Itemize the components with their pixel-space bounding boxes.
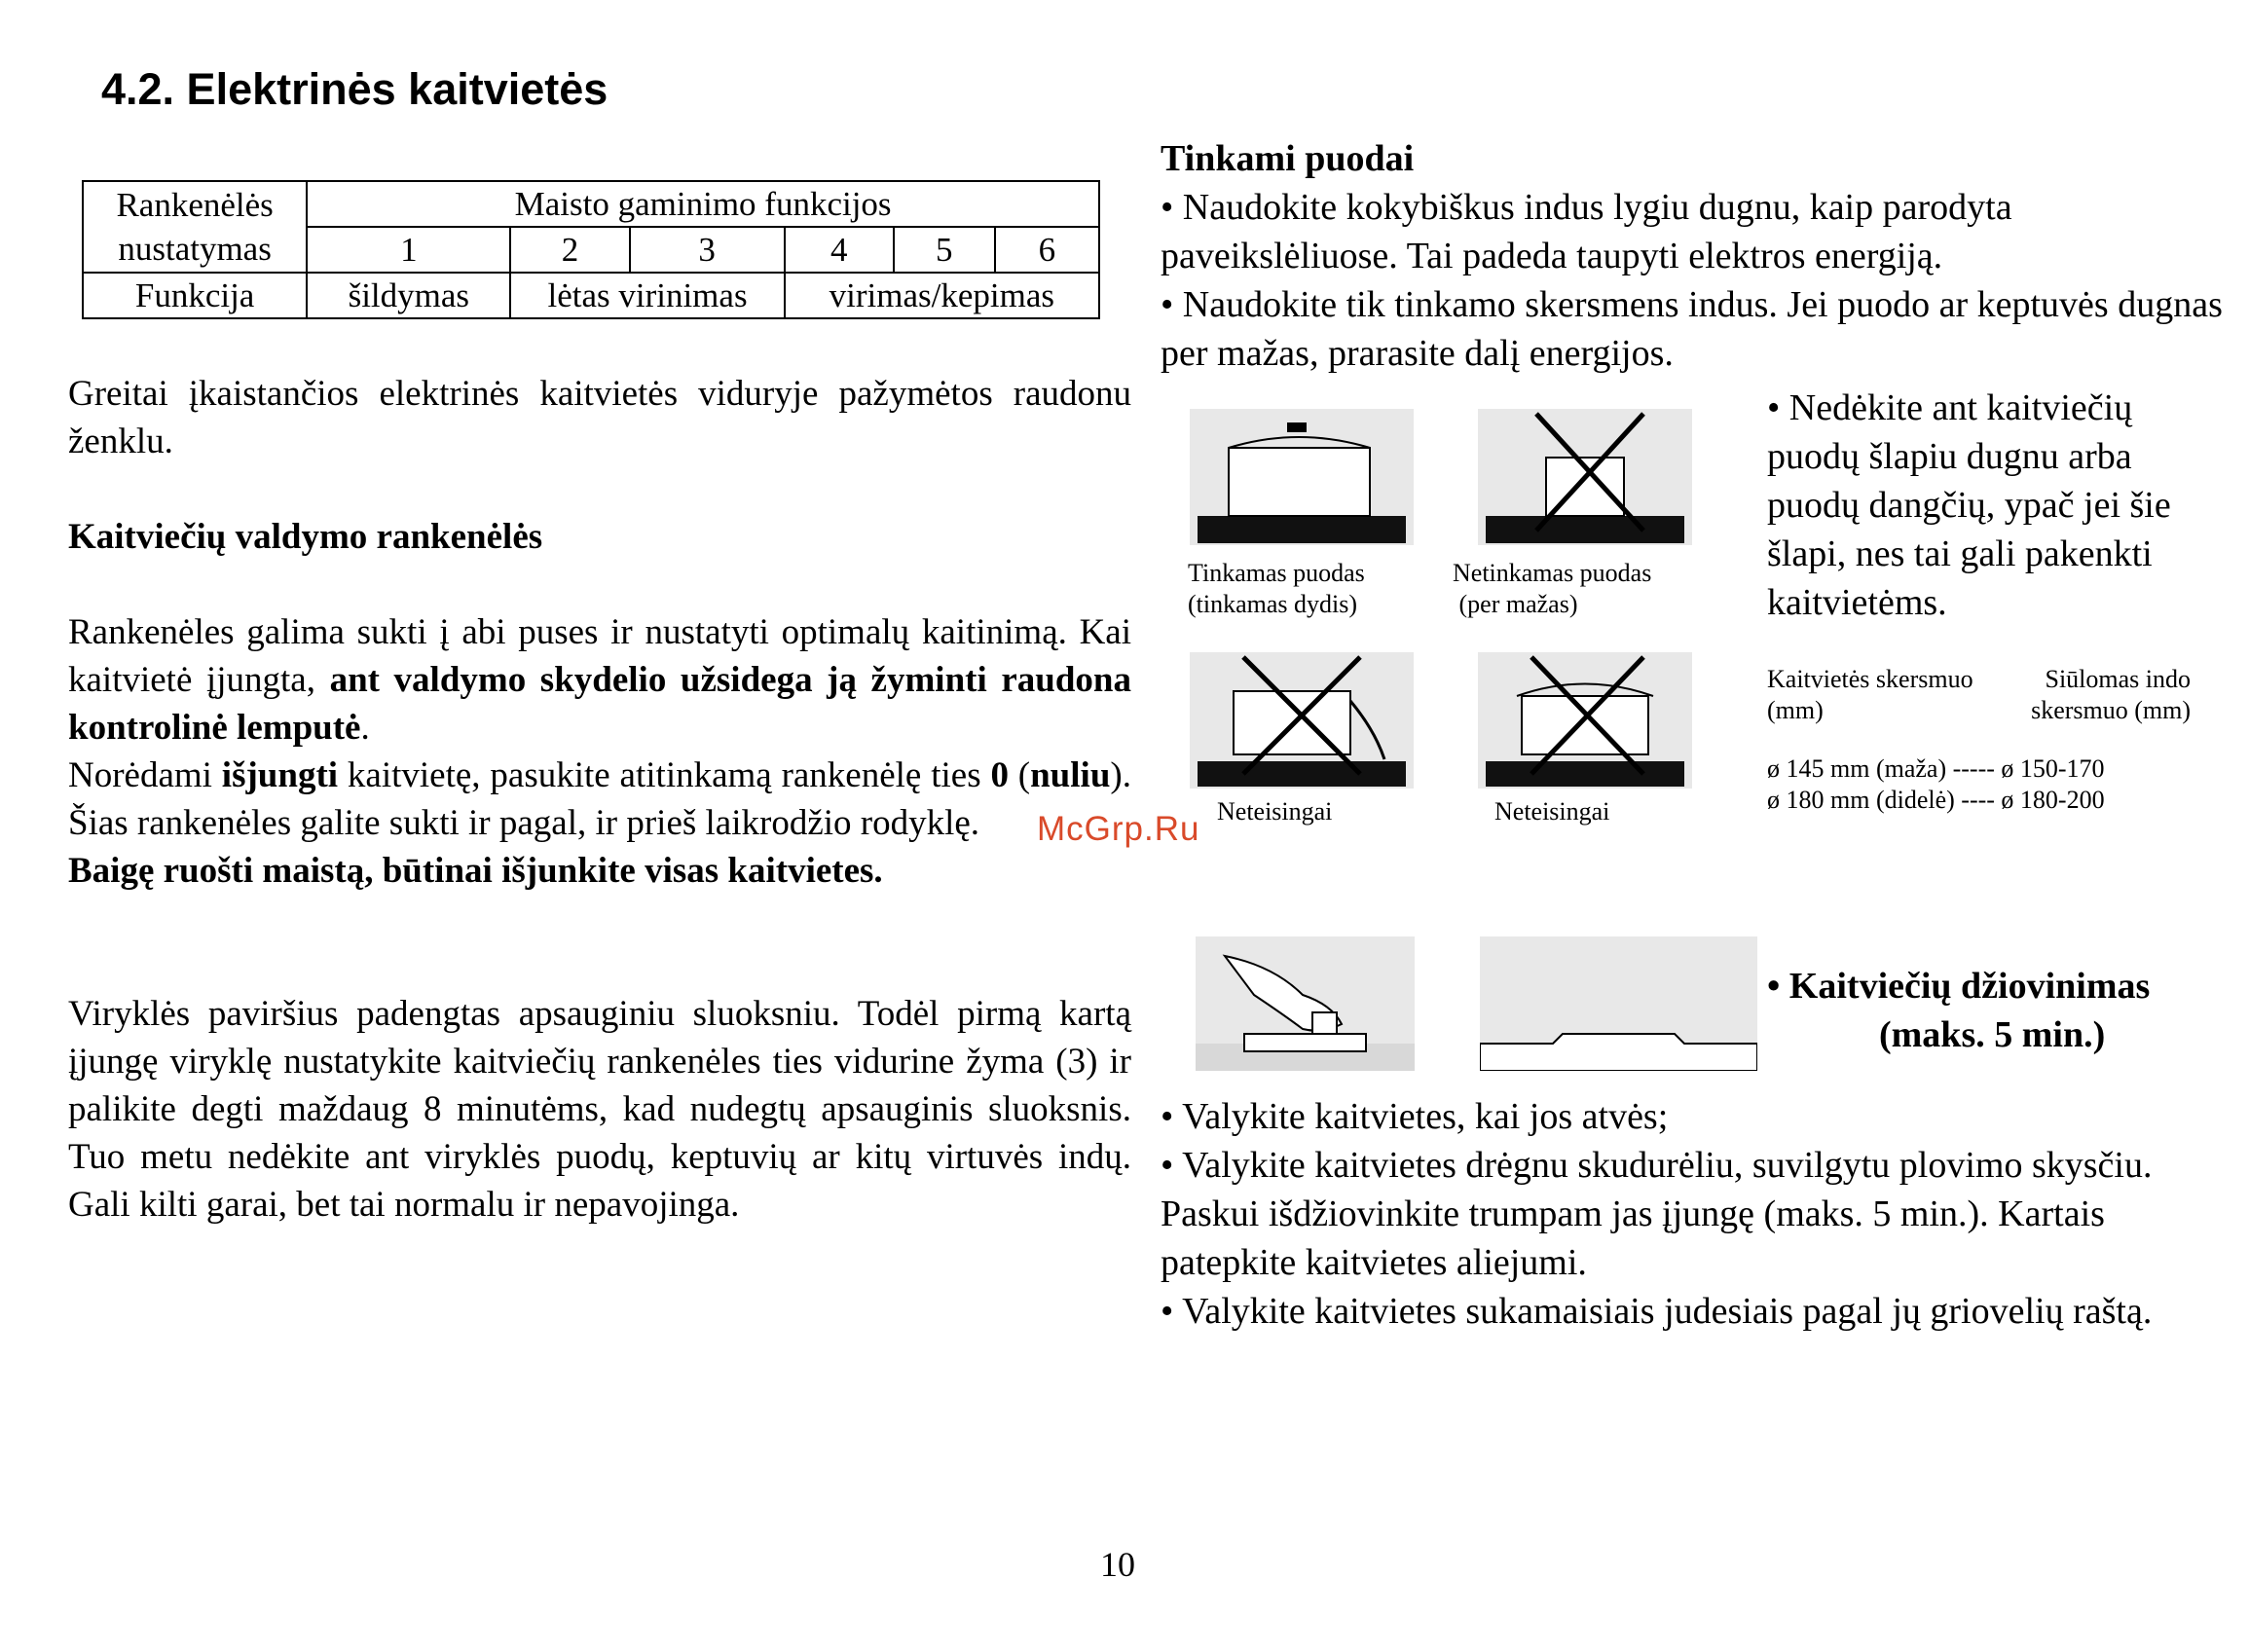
drying-figure-hand	[1196, 936, 1415, 1071]
wrong-pot-figure-1	[1190, 652, 1414, 789]
pots-bullet-2: • Naudokite tik tinkamo skersmens indus. Jei puodo ar keptuvės dugnas per mažas, prarasite dalį energijos.	[1161, 284, 2223, 374]
paragraph-turn-off: Norėdami išjungti kaitvietę, pasukite atitinkamą rankenėlę ties 0 (nuliu). Šias rankenėles galite sukti ir pagal, ir prieš laikrodžio rodyklę.	[68, 755, 1131, 843]
drying-figure-hob	[1480, 936, 1757, 1071]
table-header-group: Maisto gaminimo funkcijos	[307, 181, 1099, 227]
cleaning-bullet-3: • Valykite kaitvietes sukamaisiais judesiais pagal jų griovelių raštą.	[1161, 1291, 2153, 1332]
table-setting: 2	[510, 227, 629, 273]
watermark: McGrp.Ru	[1037, 810, 1200, 848]
table-function: lėtas virinimas	[510, 273, 784, 318]
table-setting: 4	[785, 227, 894, 273]
cleaning-bullet-1: • Valykite kaitvietes, kai jos atvės;	[1161, 1096, 1669, 1137]
paragraph-warning: Baigę ruošti maistą, būtinai išjunkite visas kaitvietes.	[68, 851, 883, 891]
cleaning-section	[1161, 1092, 2231, 1336]
caption-correct-pot: Tinkamas puodas (tinkamas dydis)	[1188, 559, 1365, 618]
pots-bullet-1: • Naudokite kokybiškus indus lygiu dugnu, kaip parodyta paveikslėliuose. Tai padeda taupyti elektros energiją.	[1161, 187, 2012, 276]
page-number: 10	[1100, 1545, 1135, 1584]
table-row-label: Funkcija	[83, 273, 307, 318]
controls-text	[68, 608, 1131, 895]
left-column	[68, 370, 1131, 465]
paragraph-protective-layer: Viryklės paviršius padengtas apsauginiu sluoksniu. Todėl pirmą kartą įjungę viryklę nustatykite kaitviečių rankenėles ties vidurine žyma (3) ir palikite degti maždaug 8 minutėms, kad nudegtų apsauginis sluoksnis. Tuo metu nedėkite ant viryklės puodų, keptuvių ar kitų virtuvės indų. Gali kilti garai, bet tai normalu ir nepavojinga.	[68, 994, 1131, 1225]
table-header-label: Rankenėlės nustatymas	[83, 181, 307, 273]
pots-section	[1161, 134, 2231, 378]
page-title: 4.2. Elektrinės kaitvietės	[101, 64, 608, 114]
caption-wrong-1: Neteisingai	[1217, 797, 1333, 826]
controls-heading: Kaitviečių valdymo rankenėlės	[68, 517, 543, 557]
pots-bullet-3: • Nedėkite ant kaitviečių puodų šlapiu dugnu arba puodų dangčių, ypač jei šie šlapi, nes tai gali pakenkti kaitvietėms.	[1767, 387, 2171, 623]
table-setting: 6	[995, 227, 1099, 273]
protective-layer-text	[68, 990, 1131, 1229]
caption-small-pot: Netinkamas puodas (per mažas)	[1453, 559, 1652, 618]
table-function: šildymas	[307, 273, 510, 318]
paragraph-red-mark: Greitai įkaistančios elektrinės kaitvietės viduryje pažymėtos raudonu ženklu.	[68, 374, 1131, 461]
table-setting: 3	[630, 227, 785, 273]
table-function: virimas/kepimas	[785, 273, 1099, 318]
function-table	[82, 180, 1100, 319]
small-pot-figure	[1478, 409, 1692, 545]
paragraph-knobs: Rankenėles galima sukti į abi puses ir nustatyti optimalų kaitinimą. Kai kaitvietė įjungta, ant valdymo skydelio užsidega ją žyminti raudona kontrolinė lemputė.	[68, 612, 1131, 748]
wrong-pot-figure-2	[1478, 652, 1692, 789]
table-setting: 5	[894, 227, 995, 273]
diameter-header-2: Siūlomas indo skersmuo (mm)	[2031, 665, 2191, 724]
drying-heading: • Kaitviečių džiovinimas (maks. 5 min.)	[1767, 966, 2151, 1055]
diameter-rows: ø 145 mm (maža) ----- ø 150-170 ø 180 mm (didelė) ---- ø 180-200	[1767, 754, 2105, 814]
diameter-header-1: Kaitvietės skersmuo (mm)	[1767, 665, 1973, 724]
table-setting: 1	[307, 227, 510, 273]
correct-pot-figure	[1190, 409, 1414, 545]
cleaning-bullet-2: • Valykite kaitvietes drėgnu skudurėliu, suvilgytu plovimo skysčiu. Paskui išdžiovinkite trumpam jas įjungę (maks. 5 min.). Kartais patepkite kaitvietes aliejumi.	[1161, 1145, 2153, 1283]
caption-wrong-2: Neteisingai	[1494, 797, 1610, 826]
pots-heading: Tinkami puodai	[1161, 138, 1415, 179]
